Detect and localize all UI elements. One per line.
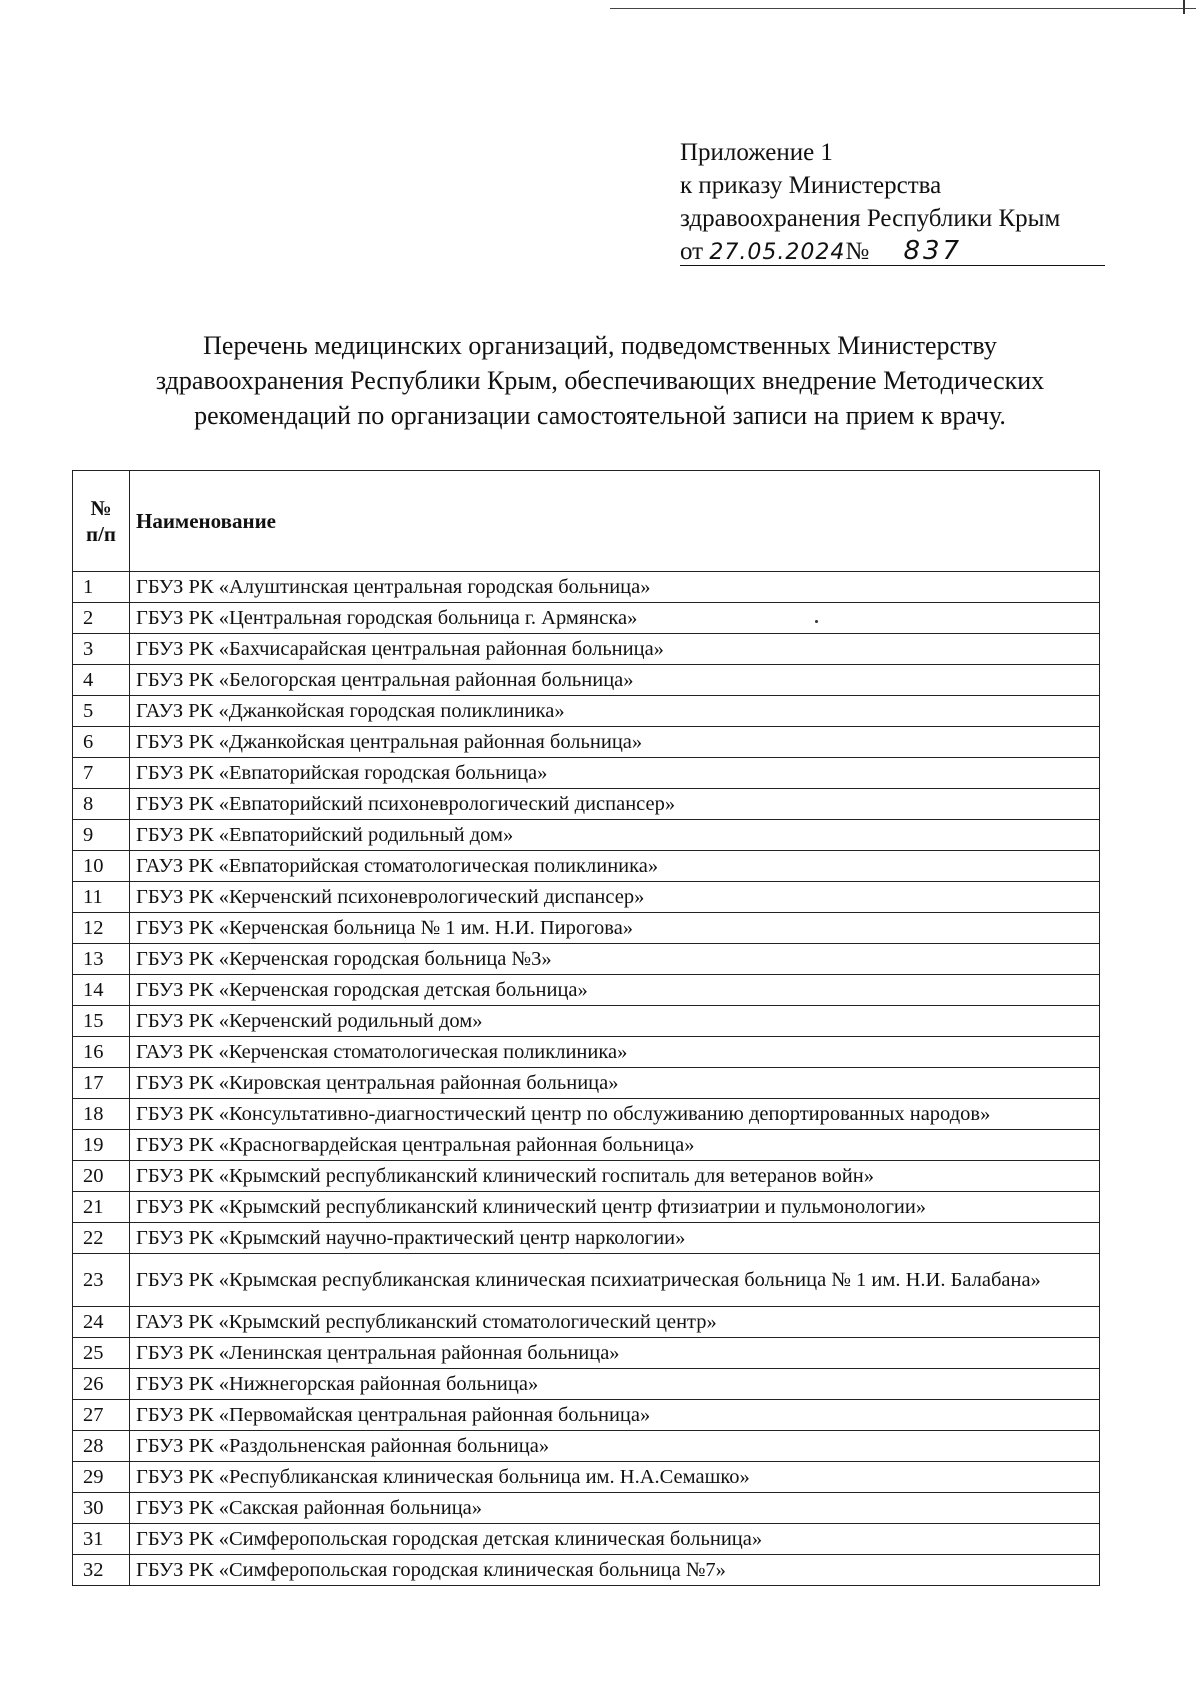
number-label: № xyxy=(845,238,870,265)
row-number-cell: 9 xyxy=(73,820,130,851)
table-row xyxy=(73,572,1100,603)
table-row xyxy=(73,913,1100,944)
row-number-cell: 27 xyxy=(73,1400,130,1431)
row-number-cell: 26 xyxy=(73,1369,130,1400)
table-row xyxy=(73,789,1100,820)
row-number-cell: 29 xyxy=(73,1462,130,1493)
row-name-cell: ГБУЗ РК «Джанкойская центральная районная больница» xyxy=(130,727,1100,758)
row-name-cell: ГБУЗ РК «Крымский республиканский клинический госпиталь для ветеранов войн» xyxy=(130,1161,1100,1192)
row-name-cell: ГБУЗ РК «Центральная городская больница г. Армянска» xyxy=(130,603,1100,634)
row-name-cell: ГАУЗ РК «Джанкойская городская поликлиника» xyxy=(130,696,1100,727)
row-name-cell: ГБУЗ РК «Бахчисарайская центральная районная больница» xyxy=(130,634,1100,665)
row-number-cell: 12 xyxy=(73,913,130,944)
table-row xyxy=(73,1192,1100,1223)
table-body xyxy=(73,572,1100,1586)
row-number-cell: 17 xyxy=(73,1068,130,1099)
title-line-1: Перечень медицинских организаций, подведомственных Министерству xyxy=(203,331,997,360)
table-row xyxy=(73,1254,1100,1307)
row-number-cell: 8 xyxy=(73,789,130,820)
row-number-cell: 15 xyxy=(73,1006,130,1037)
row-number-cell: 21 xyxy=(73,1192,130,1223)
row-number-cell: 22 xyxy=(73,1223,130,1254)
row-number-cell: 25 xyxy=(73,1338,130,1369)
table-row xyxy=(73,1223,1100,1254)
table-row xyxy=(73,1037,1100,1068)
document-title xyxy=(60,328,1140,433)
table-row xyxy=(73,603,1100,634)
table-row xyxy=(73,1555,1100,1586)
table-row xyxy=(73,727,1100,758)
table-row xyxy=(73,1130,1100,1161)
row-name-cell: ГБУЗ РК «Керченская больница № 1 им. Н.И. Пирогова» xyxy=(130,913,1100,944)
header-number-abbr: п/п xyxy=(85,522,117,546)
row-number-cell: 6 xyxy=(73,727,130,758)
row-number-cell: 11 xyxy=(73,882,130,913)
table-row xyxy=(73,1462,1100,1493)
row-number-cell: 19 xyxy=(73,1130,130,1161)
top-edge-mark xyxy=(1183,0,1185,14)
row-name-cell: ГБУЗ РК «Первомайская центральная районная больница» xyxy=(130,1400,1100,1431)
table-row xyxy=(73,1099,1100,1130)
table-row xyxy=(73,1493,1100,1524)
table-row xyxy=(73,820,1100,851)
header-name-cell: Наименование xyxy=(130,471,1100,572)
order-underline xyxy=(680,265,1105,266)
row-name-cell: ГБУЗ РК «Кировская центральная районная больница» xyxy=(130,1068,1100,1099)
row-number-cell: 28 xyxy=(73,1431,130,1462)
row-name-cell: ГБУЗ РК «Республиканская клиническая больница им. Н.А.Семашко» xyxy=(130,1462,1100,1493)
row-number-cell: 31 xyxy=(73,1524,130,1555)
row-name-cell: ГБУЗ РК «Керченская городская детская больница» xyxy=(130,975,1100,1006)
table-row xyxy=(73,634,1100,665)
row-name-cell: ГБУЗ РК «Симферопольская городская детская клиническая больница» xyxy=(130,1524,1100,1555)
table-row xyxy=(73,696,1100,727)
table-header-row xyxy=(73,471,1100,572)
row-name-cell: ГБУЗ РК «Крымский республиканский клинический центр фтизиатрии и пульмонологии» xyxy=(130,1192,1100,1223)
table-row xyxy=(73,882,1100,913)
order-date-number-line xyxy=(680,235,1150,268)
handwritten-date: 27.05.2024 xyxy=(709,240,846,265)
table-row xyxy=(73,1431,1100,1462)
title-line-2: здравоохранения Республики Крым, обеспечивающих внедрение Методических xyxy=(155,366,1045,395)
appendix-line-1: Приложение 1 xyxy=(680,139,833,166)
row-name-cell: ГБУЗ РК «Консультативно-диагностический центр по обслуживанию депортированных народов» xyxy=(130,1099,1100,1130)
table-row xyxy=(73,975,1100,1006)
row-name-cell: ГБУЗ РК «Евпаторийская городская больница» xyxy=(130,758,1100,789)
row-name-cell: ГБУЗ РК «Алуштинская центральная городская больница» xyxy=(130,572,1100,603)
row-number-cell: 16 xyxy=(73,1037,130,1068)
appendix-line-3: здравоохранения Республики Крым xyxy=(680,205,1061,232)
row-number-cell: 2 xyxy=(73,603,130,634)
top-edge-line xyxy=(610,8,1196,9)
table-row xyxy=(73,1524,1100,1555)
row-name-cell: ГБУЗ РК «Керченский родильный дом» xyxy=(130,1006,1100,1037)
row-name-cell: ГБУЗ РК «Красногвардейская центральная районная больница» xyxy=(130,1130,1100,1161)
row-name-cell: ГБУЗ РК «Крымский научно-практический центр наркологии» xyxy=(130,1223,1100,1254)
row-name-cell: ГБУЗ РК «Сакская районная больница» xyxy=(130,1493,1100,1524)
row-name-cell: ГБУЗ РК «Евпаторийский родильный дом» xyxy=(130,820,1100,851)
row-name-cell: ГБУЗ РК «Ленинская центральная районная больница» xyxy=(130,1338,1100,1369)
header-number-cell xyxy=(73,471,130,572)
table-row xyxy=(73,758,1100,789)
row-name-cell: ГБУЗ РК «Нижнегорская районная больница» xyxy=(130,1369,1100,1400)
row-name-cell: ГБУЗ РК «Евпаторийский психоневрологический диспансер» xyxy=(130,789,1100,820)
from-label: от xyxy=(680,238,704,265)
row-name-cell: ГАУЗ РК «Крымский республиканский стоматологический центр» xyxy=(130,1307,1100,1338)
table-row xyxy=(73,1161,1100,1192)
table-row xyxy=(73,851,1100,882)
table-row xyxy=(73,665,1100,696)
row-name-cell: ГБУЗ РК «Белогорская центральная районная больница» xyxy=(130,665,1100,696)
row-number-cell: 30 xyxy=(73,1493,130,1524)
row-name-cell: ГБУЗ РК «Крымская республиканская клиническая психиатрическая больница № 1 им. Н.И. Балабана» xyxy=(130,1254,1100,1307)
row-name-cell: ГБУЗ РК «Керченский психоневрологический диспансер» xyxy=(130,882,1100,913)
row-number-cell: 5 xyxy=(73,696,130,727)
handwritten-order-number: 837 xyxy=(903,236,963,266)
table-row xyxy=(73,1307,1100,1338)
header-number-symbol: № xyxy=(90,496,112,520)
table-row xyxy=(73,1006,1100,1037)
row-name-cell: ГБУЗ РК «Раздольненская районная больница» xyxy=(130,1431,1100,1462)
row-number-cell: 32 xyxy=(73,1555,130,1586)
row-name-cell: ГБУЗ РК «Керченская городская больница №3» xyxy=(130,944,1100,975)
organizations-table xyxy=(72,470,1100,1586)
table-row xyxy=(73,1400,1100,1431)
appendix-line-2: к приказу Министерства xyxy=(680,172,942,199)
row-name-cell: ГБУЗ РК «Симферопольская городская клиническая больница №7» xyxy=(130,1555,1100,1586)
table-row xyxy=(73,1068,1100,1099)
title-line-3: рекомендаций по организации самостоятельной записи на прием к врачу. xyxy=(194,401,1006,430)
row-number-cell: 4 xyxy=(73,665,130,696)
row-number-cell: 18 xyxy=(73,1099,130,1130)
row-number-cell: 3 xyxy=(73,634,130,665)
appendix-block xyxy=(680,136,1150,268)
row-number-cell: 13 xyxy=(73,944,130,975)
table-row xyxy=(73,1369,1100,1400)
row-number-cell: 20 xyxy=(73,1161,130,1192)
row-number-cell: 7 xyxy=(73,758,130,789)
row-name-cell: ГАУЗ РК «Керченская стоматологическая поликлиника» xyxy=(130,1037,1100,1068)
row-name-cell: ГАУЗ РК «Евпаторийская стоматологическая поликлиника» xyxy=(130,851,1100,882)
row-number-cell: 14 xyxy=(73,975,130,1006)
row-number-cell: 23 xyxy=(73,1254,130,1307)
table-row xyxy=(73,1338,1100,1369)
row-number-cell: 10 xyxy=(73,851,130,882)
row-number-cell: 1 xyxy=(73,572,130,603)
row-number-cell: 24 xyxy=(73,1307,130,1338)
table-row xyxy=(73,944,1100,975)
